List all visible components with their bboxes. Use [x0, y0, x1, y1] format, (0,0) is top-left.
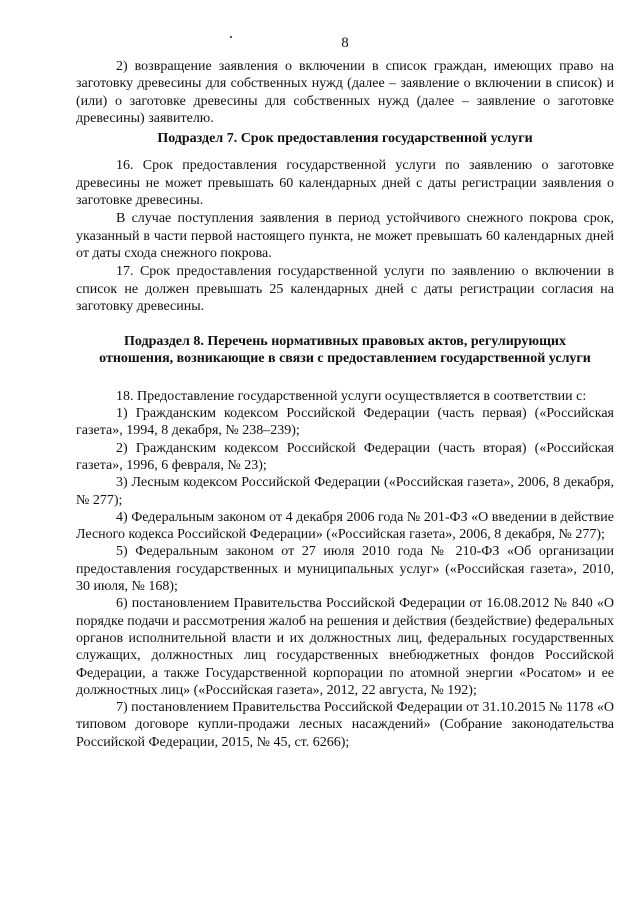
section-7-paragraph-17: 17. Срок предоставления государственной услуги по заявлению о включении в список не должен превышать 25 календарных дней с даты регистрации согласия на заготовку древесины.	[76, 264, 614, 314]
page-number: 8	[341, 35, 349, 51]
section-8-heading: Подраздел 8. Перечень нормативных правовых актов, регулирующих отношения, возникающие в связи с предоставлением государственной услуги	[99, 334, 591, 367]
list-item-law-201-fz: 4) Федеральным законом от 4 декабря 2006 года № 201-ФЗ «О введении в действие Лесного кодекса Российской Федерации» («Российская газета», 2006, 8 декабря, № 277);	[76, 509, 614, 543]
document-page	[76, 34, 614, 751]
section-7-paragraph-16: 16. Срок предоставления государственной услуги по заявлению о заготовке древесины не может превышать 60 календарных дней с даты регистрации заявления о заготовке древесины.	[76, 158, 614, 209]
list-item-resolution-1178: 7) постановлением Правительства Российской Федерации от 31.10.2015 № 1178 «О типовом договоре купли-продажи лесных насаждений» (Собрание законодательства Российской Федерации, 2015, № 45, ст. 6266);	[76, 700, 614, 750]
section-7-paragraph-snow: В случае поступления заявления в период устойчивого снежного покрова срок, указанный в части первой настоящего пункта, не может превышать 60 календарных дней от даты схода снежного покрова.	[76, 211, 614, 261]
list-item-forest-code: 3) Лесным кодексом Российской Федерации («Российская газета», 2006, 8 декабря, № 277);	[76, 475, 614, 508]
list-item-law-210-fz: 5) Федеральным законом от 27 июля 2010 года № 210-ФЗ «Об организации предоставления государственных и муниципальных услуг» («Российская газета», 2010, 30 июля, № 168);	[76, 544, 614, 595]
section-7-heading: Подраздел 7. Срок предоставления государственной услуги	[157, 131, 533, 147]
list-item-civil-code-part-1: 1) Гражданским кодексом Российской Федерации (часть первая) («Российская газета», 1994, 8 декабря, № 238–239);	[76, 406, 614, 439]
list-item-civil-code-part-2: 2) Гражданским кодексом Российской Федерации (часть вторая) («Российская газета», 1996, 6 февраля, № 23);	[76, 440, 614, 473]
section-8-paragraph-18: 18. Предоставление государственной услуги осуществляется в соответствии с:	[116, 388, 587, 404]
list-item-resolution-840: 6) постановлением Правительства Российской Федерации от 16.08.2012 № 840 «О порядке подачи и рассмотрения жалоб на решения и действия (бездействие) федеральных органов исполнительной власти и их должностных лиц, федеральных государственных служащих, должностных лиц государственных внебюджетных фондов Российской Федерации, а также Государственной корпорации по атомной энергии «Росатом» и ее должностных лиц» («Российская газета», 2012, 22 августа, № 192);	[76, 596, 614, 698]
intro-paragraph: 2) возвращение заявления о включении в список граждан, имеющих право на заготовку древесины для собственных нужд (далее – заявление о включении в список) и (или) о заготовке древесины для собственных нужд (далее – заявление о заготовке древесины) заявителю.	[76, 59, 614, 126]
